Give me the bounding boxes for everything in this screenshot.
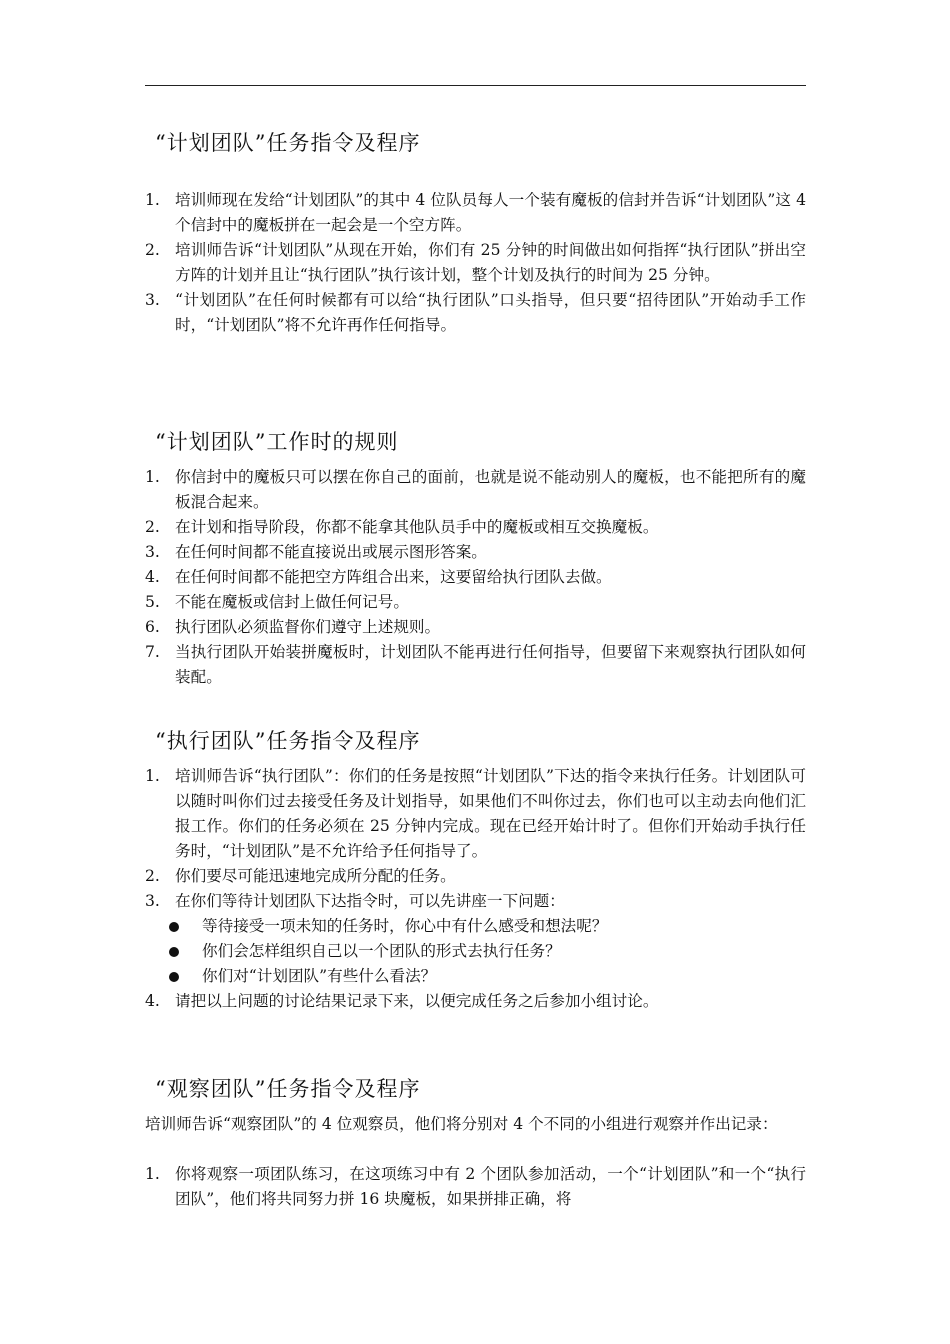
list-number: 2. [145, 867, 160, 885]
bullet-item [145, 964, 806, 989]
list-number: 3. [145, 291, 160, 309]
list-item [145, 515, 806, 540]
execution-team-instructions [145, 764, 806, 1014]
list-number: 1. [145, 1165, 160, 1183]
planning-team-instructions [145, 188, 806, 338]
list-item [145, 864, 806, 889]
list-text: 培训师现在发给“计划团队”的其中 4 位队员每人一个装有魔板的信封并告诉“计划团队”这 4 个信封中的魔板拼在一起会是一个空方阵。 [175, 191, 806, 234]
list-item [145, 590, 806, 615]
bullet-text: 你们会怎样组织自己以一个团队的形式去执行任务？ [202, 942, 561, 960]
header-rule [145, 85, 806, 86]
list-text: 你信封中的魔板只可以摆在你自己的面前，也就是说不能动别人的魔板，也不能把所有的魔板混合起来。 [175, 468, 806, 511]
list-number: 2. [145, 518, 160, 536]
bullet-icon [169, 947, 179, 957]
list-item [145, 565, 806, 590]
list-number: 4. [145, 992, 160, 1010]
list-text: 在计划和指导阶段，你都不能拿其他队员手中的魔板或相互交换魔板。 [175, 518, 659, 536]
list-item [145, 465, 806, 515]
list-text: 执行团队必须监督你们遵守上述规则。 [175, 618, 441, 636]
list-item [145, 238, 806, 288]
list-text: 你们要尽可能迅速地完成所分配的任务。 [175, 867, 456, 885]
list-item [145, 889, 806, 989]
list-item [145, 640, 806, 690]
list-text: 请把以上问题的讨论结果记录下来，以便完成任务之后参加小组讨论。 [175, 992, 659, 1010]
list-item [145, 540, 806, 565]
list-number: 3. [145, 543, 160, 561]
list-text: 在任何时间都不能把空方阵组合出来，这要留给执行团队去做。 [175, 568, 612, 586]
discussion-questions [145, 914, 806, 989]
list-number: 6. [145, 618, 160, 636]
list-item [145, 615, 806, 640]
section-heading-execution-team: “执行团队”任务指令及程序 [155, 729, 421, 753]
section-heading-observer-team: “观察团队”任务指令及程序 [155, 1077, 421, 1101]
section-heading-planning-rules: “计划团队”工作时的规则 [155, 430, 399, 454]
list-item [145, 989, 806, 1014]
planning-team-rules [145, 465, 806, 690]
list-text: 在你们等待计划团队下达指令时，可以先讲座一下问题： [175, 892, 565, 910]
observer-team-instructions [145, 1162, 806, 1212]
list-number: 5. [145, 593, 160, 611]
list-text: 培训师告诉“计划团队”从现在开始，你们有 25 分钟的时间做出如何指挥“执行团队”拼出空方阵的计划并且让“执行团队”执行该计划，整个计划及执行的时间为 25 分钟。 [175, 241, 806, 284]
bullet-item [145, 939, 806, 964]
list-item [145, 1162, 806, 1212]
section-heading-planning-team: “计划团队”任务指令及程序 [155, 131, 421, 155]
list-text: 你将观察一项团队练习，在这项练习中有 2 个团队参加活动，一个“计划团队”和一个“执行团队”，他们将共同努力拼 16 块魔板，如果拼排正确，将 [175, 1165, 806, 1208]
list-number: 2. [145, 241, 160, 259]
list-text: 不能在魔板或信封上做任何记号。 [175, 593, 409, 611]
list-text: “计划团队”在任何时候都有可以给“执行团队”口头指导，但只要“招待团队”开始动手工作时，“计划团队”将不允许再作任何指导。 [175, 291, 806, 334]
bullet-item [145, 914, 806, 939]
list-number: 4. [145, 568, 160, 586]
list-text: 在任何时间都不能直接说出或展示图形答案。 [175, 543, 487, 561]
bullet-icon [169, 972, 179, 982]
bullet-icon [169, 922, 179, 932]
list-number: 7. [145, 643, 160, 661]
list-item [145, 764, 806, 864]
list-number: 1. [145, 191, 160, 209]
list-number: 1. [145, 468, 160, 486]
list-number: 3. [145, 892, 160, 910]
bullet-text: 等待接受一项未知的任务时，你心中有什么感受和想法呢？ [202, 917, 608, 935]
bullet-text: 你们对“计划团队”有些什么看法？ [202, 967, 437, 985]
list-item [145, 288, 806, 338]
list-text: 培训师告诉“执行团队”：你们的任务是按照“计划团队”下达的指令来执行任务。计划团队可以随时叫你们过去接受任务及计划指导，如果他们不叫你过去，你们也可以主动去向他们汇报工作。你们的任务必须在 25 分钟内完成。现在已经开始计时了。但你们开始动手执行任务时，“计划团队”是不允许给予任何指导了。 [175, 767, 806, 860]
observer-intro: 培训师告诉“观察团队”的 4 位观察员，他们将分别对 4 个不同的小组进行观察并作出记录： [145, 1115, 778, 1133]
list-item [145, 188, 806, 238]
list-text: 当执行团队开始装拼魔板时，计划团队不能再进行任何指导，但要留下来观察执行团队如何装配。 [175, 643, 806, 686]
list-number: 1. [145, 767, 160, 785]
